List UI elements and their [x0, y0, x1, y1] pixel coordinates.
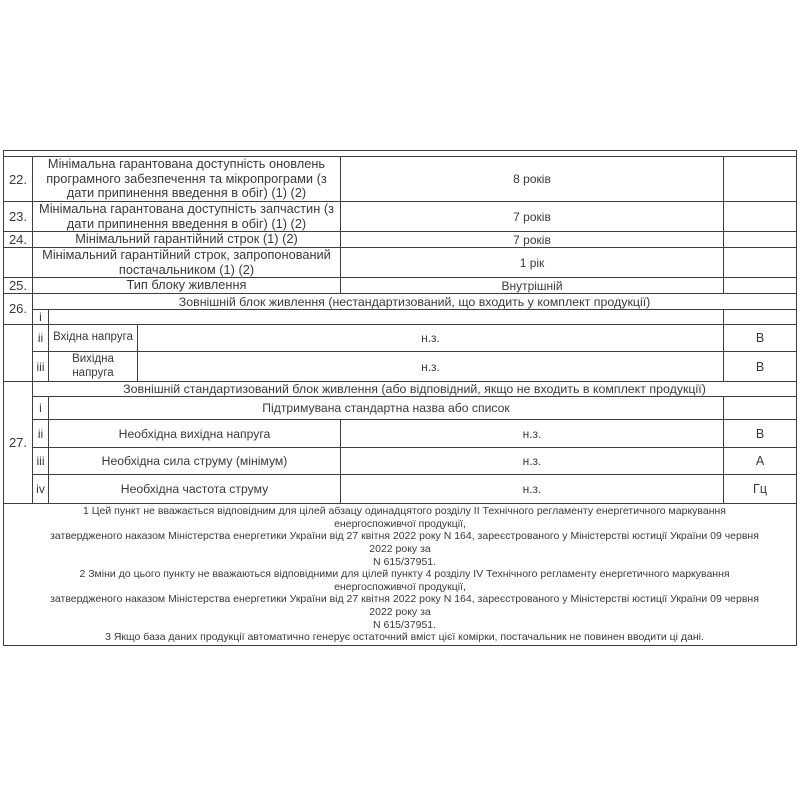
row-value: н.з. — [138, 352, 724, 382]
footnote-line: 1 Цей пункт не вважається відповідним для цілей абзацу одинадцятого розділу II Технічного регламенту енергетичного маркування — [83, 505, 726, 518]
row-value — [49, 310, 724, 325]
row-value: 8 років — [341, 157, 724, 202]
table-subrow — [4, 420, 797, 448]
table-row — [4, 232, 797, 248]
sub-index: i — [33, 397, 49, 420]
row-unit: А — [724, 448, 797, 475]
footnote-line: 2022 року за — [369, 605, 431, 618]
row-label: Вхідна напруга — [49, 325, 138, 352]
row-label: Необхідна вихідна напруга — [49, 420, 341, 448]
row-number: 25. — [4, 278, 33, 294]
row-number: 23. — [4, 202, 33, 232]
footnote-line: затвердженого наказом Міністерства енергетики України від 27 квітня 2022 року N 164, зареєстрованого у Міністерстві юстиції України 09 червня — [50, 530, 759, 543]
row-label: Мінімальна гарантована доступність оновлень програмного забезпечення та мікропрограми (з дати припинення введення в обіг) (1) (2) — [33, 157, 341, 202]
table-subrow — [4, 352, 797, 382]
footnotes-row — [4, 504, 797, 646]
row-unit: Гц — [724, 475, 797, 504]
block-header: Зовнішній блок живлення (нестандартизований, що входить у комплект продукції) — [33, 294, 797, 310]
row-value: Внутрішній — [341, 278, 724, 294]
row-number: 26. — [4, 294, 33, 325]
block27-header-row — [4, 382, 797, 397]
row-number — [4, 325, 33, 382]
sub-index: ii — [33, 325, 49, 352]
row-unit: В — [724, 420, 797, 448]
sub-index: i — [33, 310, 49, 325]
row-unit — [724, 157, 797, 202]
sub-index: iii — [33, 448, 49, 475]
row-label: Тип блоку живлення — [33, 278, 341, 294]
sub-index: iv — [33, 475, 49, 504]
table-row — [4, 202, 797, 232]
row-label: Вихідна напруга — [49, 352, 138, 382]
footnote-line: 2 Зміни до цього пункту не вважаються відповідними для цілей пункту 4 розділу IV Технічного регламенту енергетичного маркування — [79, 568, 730, 581]
row-unit: В — [724, 325, 797, 352]
row-label: Мінімальний гарантійний строк, запропонований постачальником (1) (2) — [33, 248, 341, 278]
row-value: н.з. — [341, 475, 724, 504]
product-spec-table — [3, 150, 797, 646]
block-header: Зовнішній стандартизований блок живлення (або відповідний, якщо не входить в комплект продукції) — [33, 382, 797, 397]
row-unit — [724, 202, 797, 232]
row-unit — [724, 397, 797, 420]
row-value: н.з. — [341, 448, 724, 475]
table-row — [4, 248, 797, 278]
row-value: н.з. — [341, 420, 724, 448]
row-label: Підтримувана стандартна назва або список — [49, 397, 724, 420]
row-label: Необхідна частота струму — [49, 475, 341, 504]
table-row — [4, 278, 797, 294]
row-number: 24. — [4, 232, 33, 248]
row-value: 7 років — [341, 232, 724, 248]
row-label: Мінімальна гарантована доступність запчастин (з дати припинення введення в обіг) (1) (2) — [33, 202, 341, 232]
row-unit — [724, 310, 797, 325]
table-subrow — [4, 397, 797, 420]
row-value: н.з. — [138, 325, 724, 352]
row-unit: В — [724, 352, 797, 382]
footnotes-cell — [4, 504, 797, 646]
table-subrow — [4, 448, 797, 475]
table-row — [4, 157, 797, 202]
row-number: 22. — [4, 157, 33, 202]
row-unit — [724, 232, 797, 248]
table-subrow — [4, 325, 797, 352]
footnote-line: 2022 року за — [369, 543, 431, 556]
row-number: 27. — [4, 382, 33, 504]
sub-index: ii — [33, 420, 49, 448]
row-unit — [724, 248, 797, 278]
block26-header-row — [4, 294, 797, 310]
footnote-line: N 615/37951. — [372, 618, 437, 631]
row-label: Необхідна сила струму (мінімум) — [49, 448, 341, 475]
row-value: 7 років — [341, 202, 724, 232]
table-subrow — [4, 475, 797, 504]
row-label: Мінімальний гарантійний строк (1) (2) — [33, 232, 341, 248]
footnote-line: 3 Якщо база даних продукції автоматично генерує остаточний вміст цієї комірки, постачальник не повинен вводити ці дані. — [105, 631, 704, 644]
row-unit — [724, 278, 797, 294]
footnote-line: енергоспоживчої продукції, — [334, 517, 466, 530]
row-value: 1 рік — [341, 248, 724, 278]
row-number — [4, 248, 33, 278]
table-subrow — [4, 310, 797, 325]
footnote-line: N 615/37951. — [372, 555, 437, 568]
footnote-line: енергоспоживчої продукції, — [334, 580, 466, 593]
sub-index: iii — [33, 352, 49, 382]
footnote-line: затвердженого наказом Міністерства енергетики України від 27 квітня 2022 року N 164, зареєстрованого у Міністерстві юстиції України 09 червня — [50, 593, 759, 606]
